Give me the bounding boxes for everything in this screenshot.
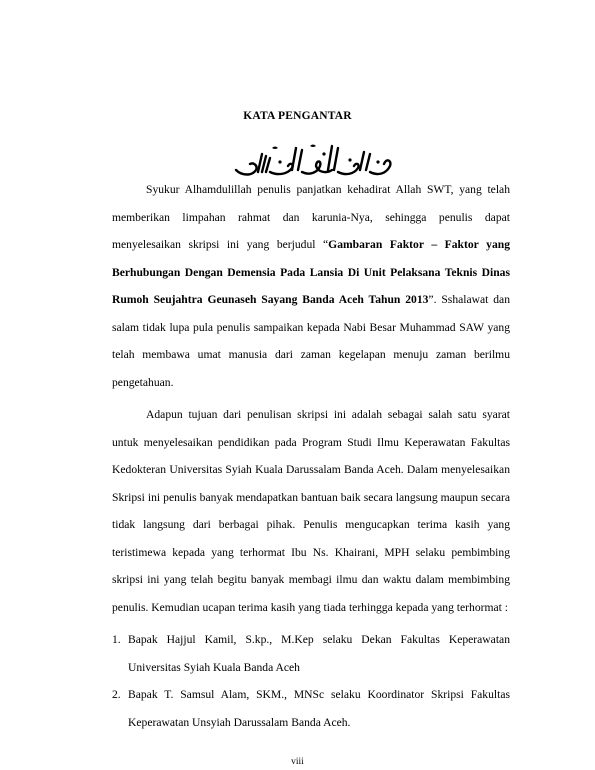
- page-number: viii: [291, 757, 304, 767]
- paragraph-intro-text-start: Syukur Alhamdulillah penulis panjatkan kehadirat Allah SWT, yang telah memberikan limpahan rahmat dan karunia-Nya, sehingga penulis dapat menyelesaikan skripsi ini yang berjudul “: [112, 183, 510, 251]
- acknowledgement-list: [112, 626, 510, 736]
- paragraph-purpose-text: Adapun tujuan dari penulisan skripsi ini adalah sebagai salah satu syarat untuk menyelesaikan pendidikan pada Program Studi Ilmu Keperawatan Fakultas Kedokteran Universitas Syiah Kuala Darussalam Banda Aceh. Dalam menyelesaikan Skripsi ini penulis banyak mendapatkan bantuan baik secara langsung maupun secara tidak langsung dari berbagai pihak. Penulis mengucapkan terima kasih yang teristimewa kepada yang terhormat Ibu Ns. Khairani, MPH selaku pembimbing skripsi ini yang telah begitu banyak membagi ilmu dan waktu dalam membimbing penulis. Kemudian ucapan terima kasih yang tiada terhingga kepada yang terhormat :: [112, 408, 510, 614]
- list-item-number: 1.: [112, 633, 121, 646]
- list-item-number: 2.: [112, 688, 121, 701]
- list-item: [112, 626, 510, 681]
- list-item-text: Bapak Hajjul Kamil, S.kp., M.Kep selaku Dekan Fakultas Keperawatan Universitas Syiah Kuala Banda Aceh: [128, 633, 510, 674]
- paragraph-intro: [112, 176, 510, 396]
- page-title: KATA PENGANTAR: [243, 110, 352, 122]
- paragraph-purpose: [112, 401, 510, 621]
- paragraph-intro-text-end: ”. Sshalawat dan salam tidak lupa pula penulis sampaikan kepada Nabi Besar Muhammad SAW yang telah membawa umat manusia dari zaman kegelapan menuju zaman berilmu pengetahuan.: [112, 293, 510, 389]
- thesis-title: Gambaran Faktor – Faktor yang Berhubungan Dengan Demensia Pada Lansia Di Unit Pelaksana Teknis Dinas Rumoh Seujahtra Geunaseh Sayang Banda Aceh Tahun 2013: [112, 238, 510, 306]
- list-item: [112, 681, 510, 736]
- list-item-text: Bapak T. Samsul Alam, SKM., MNSc selaku Koordinator Skripsi Fakultas Keperawatan Unsyiah Darussalam Banda Aceh.: [128, 688, 510, 729]
